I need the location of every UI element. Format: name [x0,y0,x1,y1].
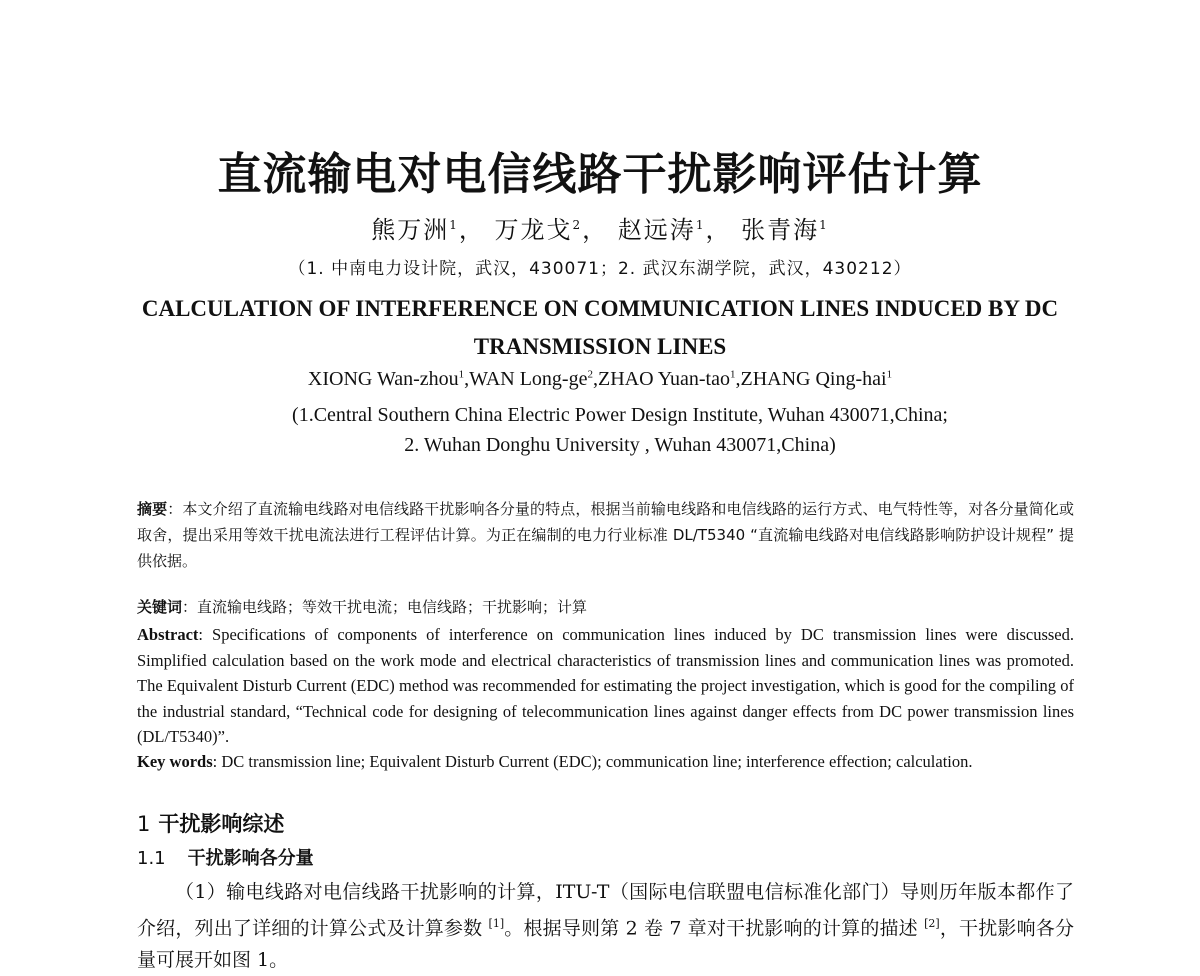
keywords-en-text: DC transmission line; Equivalent Disturb Current (EDC); communication line; interference effection; calculation. [217,752,973,771]
abstract-cn: 摘要：本文介绍了直流输电线路对电信线路干扰影响各分量的特点，根据当前输电线路和电信线路的运行方式、电气特性等，对各分量简化或取舍，提出采用等效干扰电流法进行工程评估计算。为正在编制的电力行业标准 DL/T5340 “直流输电线路对电信线路影响防护设计规程” 提供依据。 [137,500,1074,570]
keywords-cn: 关键词：直流输电线路；等效干扰电流；电信线路；干扰影响；计算 [137,598,588,616]
section-1-title: 干扰影响综述 [158,812,285,836]
paper-title-en: CALCULATION OF INTERFERENCE ON COMMUNICATION LINES INDUCED BY DC TRANSMISSION LINES [141,296,1059,359]
section-1-1-number: 1.1 [137,848,166,869]
abstract-en-text: Specifications of components of interference on communication lines induced by DC transmission lines were discussed. Simplified calculation based on the work mode and electrical characteristics of transmission lines and communication lines was promoted. The Equivalent Disturb Current (EDC) method was recommended for estimating the project investigation, which is good for the compiling of the industrial standard, “Technical code for designing of telecommunication lines against danger effects from DC power transmission lines (DL/T5340)”. [137,625,1074,747]
section-1-number: 1 [137,812,151,836]
citation-1: [1] [488,917,505,930]
affiliation-en-line-2: 2. Wuhan Donghu University , Wuhan 430071,China) [404,434,836,456]
body-paragraph-1: （1）输电线路对电信线路干扰影响的计算，ITU-T（国际电信联盟电信标准化部门）导则历年版本都作了介绍，列出了详细的计算公式及计算参数 [1]。根据导则第 2 卷 7 章对干扰影响的计算的描述 [2]，干扰影响各分量可展开如图 1。 [137,881,1074,972]
keywords-cn-label: 关键词 [137,598,183,616]
affiliation-en [170,400,1070,460]
section-1-heading [137,808,1074,838]
keywords-en: Key words: DC transmission line; Equivalent Disturb Current (EDC); communication line; interference effection; calculation. [137,752,973,771]
affiliation-en-line-1: (1.Central Southern China Electric Power Design Institute, Wuhan 430071,China; [292,404,948,426]
section-1-1-heading [137,844,1074,870]
abstract-cn-text: 本文介绍了直流输电线路对电信线路干扰影响各分量的特点，根据当前输电线路和电信线路的运行方式、电气特性等，对各分量简化或取舍，提出采用等效干扰电流法进行工程评估计算。为正在编制的电力行业标准 DL/T5340 “直流输电线路对电信线路影响防护设计规程” 提供依据。 [137,500,1074,570]
author-en-1: XIONG Wan-zhou$^1$ [307,368,465,390]
abstract-en: Abstract: Specifications of components of interference on communication lines induced by DC transmission lines were discussed. Simplified calculation based on the work mode and electrical characteristics of transmission lines and communication lines was promoted. The Equivalent Disturb Current (EDC) method was recommended for estimating the project investigation, which is good for the compiling of the industrial standard, “Technical code for designing of telecommunication lines against danger effects from DC power transmission lines (DL/T5340)”. [137,625,1074,747]
abstract-cn-label: 摘要 [137,500,168,518]
citation-2: [2] [924,917,940,930]
affiliation-cn: （1. 中南电力设计院，武汉，430071；2. 武汉东湖学院，武汉，430212） [288,259,912,279]
keywords-cn-text: 直流输电线路；等效干扰电流；电信线路；干扰影响；计算 [197,598,588,616]
author-cn-1: 熊万洲$^1$ [371,216,459,244]
author-en-3: ZHAO Yuan-tao$^1$ [597,368,736,390]
abstract-en-label: Abstract [137,625,199,644]
keywords-en-label: Key words [137,752,213,771]
author-en-4: ZHANG Qing-hai$^1$ [740,368,893,390]
author-cn-2: 万龙戈$^2$ [494,216,583,244]
authors-cn: 熊万洲$^1$， 万龙戈$^2$， 赵远涛$^1$， 张青海$^1$ [371,216,829,244]
author-cn-3: 赵远涛$^1$ [617,216,706,244]
paper-title-cn: 直流输电对电信线路干扰影响评估计算 [217,149,983,200]
author-en-2: WAN Long-$ge^2$ [469,368,593,390]
section-1-1-title: 干扰影响各分量 [187,848,314,869]
author-cn-4: 张青海$^1$ [741,216,829,244]
authors-en: XIONG Wan-zhou$^1$,WAN Long-$ge^2,ZHAO$ Yuan-tao$^1$,ZHANG Qing-hai$^1$ [307,368,893,390]
